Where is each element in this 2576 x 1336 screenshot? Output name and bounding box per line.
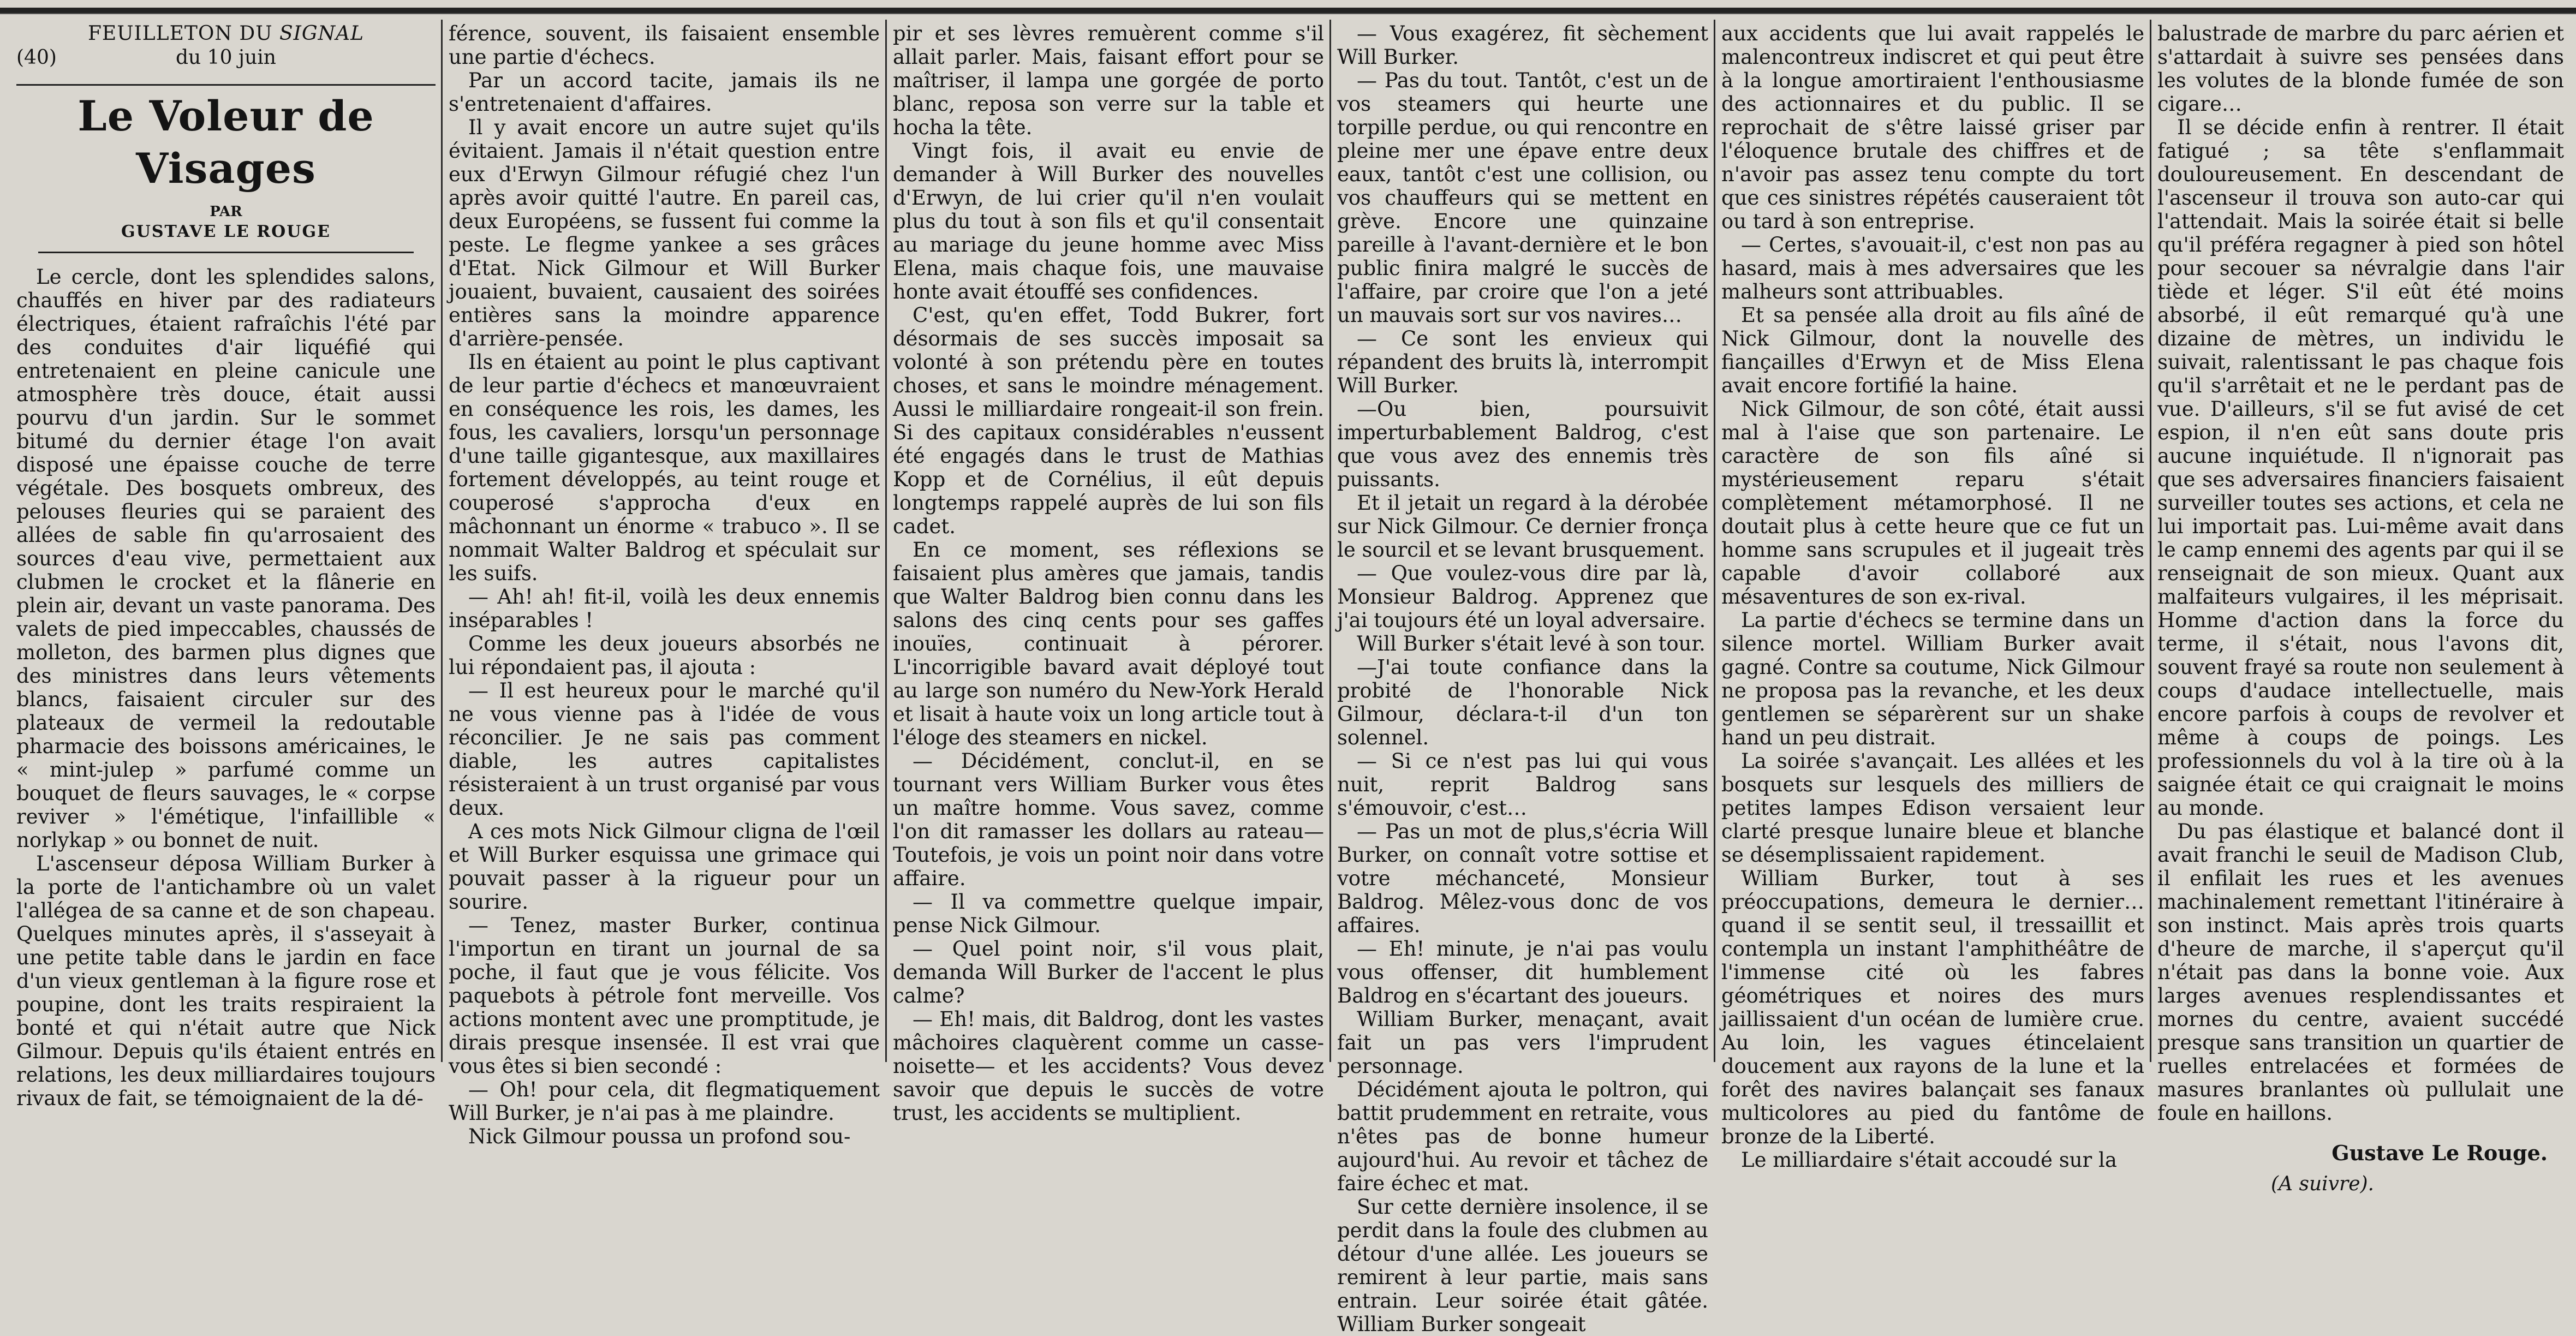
column-2: [449, 22, 880, 1148]
issue-date: du 10 juin: [176, 46, 276, 69]
feuilleton-label: [16, 22, 436, 46]
column-1: [16, 22, 436, 1110]
paragraph: — Vous exagérez, fit sèchement Will Burker.: [1337, 22, 1708, 69]
paragraph: — Ah! ah! fit-il, voilà les deux ennemis inséparables !: [449, 585, 880, 632]
paragraph: — Décidément, conclut-il, en se tournant vers William Burker vous êtes un maître homme. Vous savez, comme l'on dit ramasser les dollars au rateau— Toutefois, je vois un point noir dans votre affaire.: [893, 749, 1324, 890]
title-rule: [38, 252, 414, 253]
by-label: PAR: [210, 204, 242, 220]
paragraph: Et il jetait un regard à la dérobée sur Nick Gilmour. Ce dernier fronça le sourcil et se levant brusquement.: [1337, 491, 1708, 562]
paragraph: Nick Gilmour poussa un profond sou-: [468, 1125, 851, 1148]
column-text: [1337, 22, 1708, 1336]
top-rule: [0, 8, 2576, 13]
author-name: GUSTAVE LE ROUGE: [121, 222, 331, 241]
column-text: [2157, 22, 2564, 1125]
column-text: [893, 22, 1324, 1125]
paragraph: Décidément ajouta le poltron, qui battit prudemment en retraite, vous n'êtes pas de bonne humeur aujourd'hui. Au revoir et tâchez de faire échec et mat.: [1337, 1078, 1708, 1195]
novel-title: Le Voleur de Visages: [77, 92, 374, 193]
paragraph: — Tenez, master Burker, continua l'importun en tirant un journal de sa poche, il faut que je vous félicite. Vos paquebots à pétrole font merveille. Vos actions montent avec une promptitude, je dirais presque insensée. Il est vrai que vous êtes si bien secondé :: [449, 914, 880, 1078]
episode-number: (40): [16, 46, 57, 69]
paragraph: La soirée s'avançait. Les allées et les bosquets sur lesquels des milliers de petites lampes Edison versaient leur clarté presque lunaire bleue et blanche se désemplissaient rapidement.: [1721, 749, 2144, 867]
paragraph: — Ce sont les envieux qui répandent des bruits là, interrompit Will Burker.: [1337, 327, 1708, 397]
feuilleton-header: [16, 22, 436, 82]
paragraph: William Burker, menaçant, avait fait un pas vers l'imprudent personnage.: [1337, 1007, 1708, 1078]
column-5: [1721, 22, 2144, 1172]
column-text: [1721, 22, 2144, 1172]
journal-name: SIGNAL: [279, 22, 365, 45]
paragraph: Le cercle, dont les splendides salons, chauffés en hiver par des radiateurs électriques, étaient rafraîchis l'été par des conduites d'air liquéfié qui entretenaient en pleine canicule une atmosphère très douce, était aussi pourvu d'un jardin. Sur le sommet bitumé du dernier étage l'on avait disposé une épaisse couche de terre végétale. Des bosquets ombreux, des pelouses fleuries qui se paraient des allées de sable fin qu'arrosaient des sources d'eau vive, permettaient aux clubmen le crocket et la flânerie en plein air, devant un vaste panorama. Des valets de pied impeccables, chaussés de molleton, des barmen plus dignes que des ministres dans leurs vêtements blancs, faisaient circuler sur des plateaux de vermeil la redoutable pharmacie des boissons américaines, le « mint-julep » parfumé comme un bouquet de fleurs sauvages, le « corpse reviver » l'émétique, l'infaillible « norlykap » ou bonnet de nuit.: [16, 265, 436, 852]
author-signature: Gustave Le Rouge.: [2331, 1141, 2548, 1165]
paragraph: —Ou bien, poursuivit imperturbablement Baldrog, c'est que vous avez des ennemis très puissants.: [1337, 397, 1708, 491]
paragraph: C'est, qu'en effet, Todd Bukrer, fort désormais de ses succès imposait sa volonté à son prétendu père en toutes choses, et sans le moindre ménagement. Aussi le milliardaire rongeait-il son frein. Si des capitaux considérables n'eussent été engagés dans le trust de Mathias Kopp et de Cornélius, il eût depuis longtemps rappelé auprès de lui son fils cadet.: [893, 303, 1324, 538]
paragraph: A ces mots Nick Gilmour cligna de l'œil et Will Burker esquissa une grimace qui pouvait passer à la rigueur pour un sourire.: [449, 820, 880, 914]
column-separator: [885, 20, 887, 1062]
paragraph: — Eh! minute, je n'ai pas voulu vous offenser, dit humblement Baldrog en s'écartant des joueurs.: [1337, 937, 1708, 1007]
column-separator: [2150, 20, 2151, 1062]
column-4: [1337, 22, 1708, 1336]
paragraph: — Il est heureux pour le marché qu'il ne vous vienne pas à l'idée de vous réconcilier. Je ne sais pas comment diable, les autres capitalistes résisteraient à un trust organisé par vous deux.: [449, 679, 880, 820]
paragraph: — Si ce n'est pas lui qui vous nuit, reprit Baldrog sans s'émouvoir, c'est…: [1337, 749, 1708, 820]
paragraph: Comme les deux joueurs absorbés ne lui répondaient pas, il ajouta :: [449, 632, 880, 679]
paragraph: pir et ses lèvres remuèrent comme s'il allait parler. Mais, faisant effort pour se maîtriser, il lampa une gorgée de porto blanc, reposa son verre sur la table et hocha la tête.: [893, 22, 1324, 139]
feuilleton-prefix: FEUILLETON DU: [87, 22, 273, 45]
header-rule: [16, 84, 436, 86]
paragraph: Nick Gilmour, de son côté, était aussi mal à l'aise que son partenaire. Le caractère de son fils aîné si mystérieusement reparu s'était complètement métamorphosé. Il ne doutait plus à cette heure que ce fut un homme sans scrupules et il jugeait très capable d'avoir collaboré aux mésaventures de son ex-rival.: [1721, 397, 2144, 609]
paragraph: — Il va commettre quelque impair, pense Nick Gilmour.: [893, 890, 1324, 937]
column-text: [449, 22, 880, 1148]
column-separator: [1329, 20, 1331, 1062]
paragraph: Par un accord tacite, jamais ils ne s'entretenaient d'affaires.: [449, 69, 880, 116]
paragraph: Vingt fois, il avait eu envie de demander à Will Burker des nouvelles d'Erwyn, de lui crier qu'il n'en voulait plus du tout à son fils et qu'il consentait au mariage du jeune homme avec Miss Elena, mais chaque fois, une mauvaise honte avait étouffé ses confidences.: [893, 139, 1324, 303]
paragraph: Il y avait encore un autre sujet qu'ils évitaient. Jamais il n'était question entre eux d'Erwyn Gilmour réfugié chez l'un après avoir quitté l'autre. En pareil cas, deux Européens, se fussent fui comme la peste. Le flegme yankee a ses grâces d'Etat. Nick Gilmour et Will Burker jouaient, buvaient, causaient des soirées entières sans la moindre apparence d'arrière-pensée.: [449, 116, 880, 350]
column-3: [893, 22, 1324, 1125]
paragraph: — Que voulez-vous dire par là, Monsieur Baldrog. Apprenez que j'ai toujours été un loyal adversaire.: [1337, 562, 1708, 632]
column-text: [16, 265, 436, 1110]
paragraph: — Pas du tout. Tantôt, c'est un de vos steamers qui heurte une torpille perdue, ou qui rencontre en pleine mer une épave entre deux eaux, tantôt c'est une collision, ou vos chauffeurs qui se mettent en grève. Encore une quinzaine pareille à l'avant-dernière et le bon public finira malgré le succès de l'affaire, par croire que l'on a jeté un mauvais sort sur vos navires…: [1337, 69, 1708, 327]
paragraph: Ils en étaient au point le plus captivant de leur partie d'échecs et manœuvraient en conséquence les rois, les dames, les fous, les cavaliers, lorsqu'un personnage d'une taille gigantesque, aux maxillaires fortement développés, au teint rouge et couperosé s'approcha d'eux en mâchonnant un énorme « trabuco ». Il se nommait Walter Baldrog et spéculait sur les suifs.: [449, 350, 880, 585]
paragraph: Et sa pensée alla droit au fils aîné de Nick Gilmour, dont la nouvelle des fiançailles d'Erwyn et de Miss Elena avait encore fortifié la haine.: [1721, 303, 2144, 397]
column-separator: [441, 20, 443, 1062]
paragraph: — Quel point noir, s'il vous plait, demanda Will Burker de l'accent le plus calme?: [893, 937, 1324, 1007]
paragraph: balustrade de marbre du parc aérien et s'attardait à suivre ses pensées dans les volutes de la blonde fumée de son cigare…: [2157, 22, 2564, 116]
paragraph: Will Burker s'était levé à son tour.: [1357, 632, 1706, 655]
paragraph: férence, souvent, ils faisaient ensemble une partie d'échecs.: [449, 22, 880, 69]
paragraph: Il se décide enfin à rentrer. Il était fatigué ; sa tête s'enflammait douloureusement. En descendant de l'ascenseur il trouva son auto-car qui l'attendait. Mais la soirée était si belle qu'il préféra regagner à pied son hôtel pour secouer sa névralgie dans l'air tiède et léger. S'il eût été moins absorbé, il eût remarqué qu'à une dizaine de mètres, un individu le suivait, ralentissant le pas chaque fois qu'il s'arrêtait et ne le perdant pas de vue. D'ailleurs, s'il se fut avisé de cet espion, il n'en eût sans doute pris aucune inquiétude. Il n'ignorait pas que ses adversaires financiers faisaient surveiller toutes ses actions, et cela ne lui importait pas. Lui-même avait dans le camp ennemi des agents par qui il se renseignait de son mieux. Quant aux malfaiteurs vulgaires, il les méprisait. Homme d'action dans la force du terme, il s'était, nous l'avons dit, souvent frayé sa route non seulement à coups d'audace intellectuelle, mais encore parfois à coups de revolver et même à coups de poings. Les professionnels du vol à la tire où à la saignée était ce qui craignait le moins au monde.: [2157, 116, 2564, 820]
column-6: [2157, 22, 2564, 1195]
column-separator: [1714, 20, 1715, 1062]
to-be-continued: (A suivre).: [2271, 1173, 2374, 1195]
paragraph: — Oh! pour cela, dit flegmatiquement Will Burker, je n'ai pas à me plaindre.: [449, 1078, 880, 1125]
paragraph: Le milliardaire s'était accoudé sur la: [1741, 1148, 2117, 1172]
paragraph: Du pas élastique et balancé dont il avait franchi le seuil de Madison Club, il enfilait les rues et les avenues machinalement remettant l'itinéraire à son instinct. Mais après trois quarts d'heure de marche, il s'aperçut qu'il n'était pas dans la bonne voie. Aux larges avenues resplendissantes et mornes du centre, avaient succédé presque sans transition un quartier de ruelles entrelacées et formées de masures branlantes où pullulait une foule en haillons.: [2157, 820, 2564, 1125]
paragraph: Sur cette dernière insolence, il se perdit dans la foule des clubmen au détour d'une allée. Les joueurs se remirent à leur partie, mais sans entrain. Leur soirée était gâtée. William Burker songeait: [1337, 1195, 1708, 1336]
paragraph: aux accidents que lui avait rappelés le malencontreux indiscret et qui peut être à la longue amortiraient l'enthousiasme des actionnaires et du public. Il se reprochait de s'être laissé griser par l'éloquence brutale des chiffres et de n'avoir pas assez tenu compte du tort que ces sinistres répétés causeraient tôt ou tard à son entreprise.: [1721, 22, 2144, 233]
paragraph: —J'ai toute confiance dans la probité de l'honorable Nick Gilmour, déclara-t-il d'un ton solennel.: [1337, 655, 1708, 749]
paragraph: William Burker, tout à ses préoccupations, demeura le dernier… quand il se sentit seul, il tressaillit et contempla un instant l'amphithéâtre de l'immense cité où les fabres géométriques et noires des murs jaillissaient d'un océan de lumière crue. Au loin, les vagues étincelaient doucement aux rayons de la lune et la forêt des navires balançait ses fanaux multicolores au pied du fantôme de bronze de la Liberté.: [1721, 867, 2144, 1148]
paragraph: En ce moment, ses réflexions se faisaient plus amères que jamais, tandis que Walter Baldrog bien connu dans les salons des cinq cents pour ses gaffes inouïes, continuait à pérorer. L'incorrigible bavard avait déployé tout au large son numéro du New-York Herald et lisait à haute voix un long article tout à l'éloge des steamers en nickel.: [893, 538, 1324, 749]
paragraph: — Certes, s'avouait-il, c'est non pas au hasard, mais à mes adversaires que les malheurs sont attribuables.: [1721, 233, 2144, 303]
paragraph: — Pas un mot de plus,s'écria Will Burker, on connaît votre sottise et votre méchanceté, Monsieur Baldrog. Mêlez-vous donc de vos affaires.: [1337, 820, 1708, 937]
paragraph: La partie d'échecs se termine dans un silence mortel. William Burker avait gagné. Contre sa coutume, Nick Gilmour ne proposa pas la revanche, et les deux gentlemen se séparèrent sur un shake hand un peu distrait.: [1721, 609, 2144, 749]
paragraph: L'ascenseur déposa William Burker à la porte de l'antichambre où un valet l'allégea de sa canne et de son chapeau. Quelques minutes après, il s'asseyait à une petite table dans le jardin en face d'un vieux gentleman à la figure rose et poupine, dont les traits respiraient la bonté et qui n'était autre que Nick Gilmour. Depuis qu'ils étaient entrés en relations, les deux milliardaires toujours rivaux de fait, se témoignaient de la dé-: [16, 852, 436, 1110]
paragraph: — Eh! mais, dit Baldrog, dont les vastes mâchoires claquèrent comme un casse-noisette— et les accidents? Vous devez savoir que depuis le succès de votre trust, les accidents se multiplient.: [893, 1007, 1324, 1125]
